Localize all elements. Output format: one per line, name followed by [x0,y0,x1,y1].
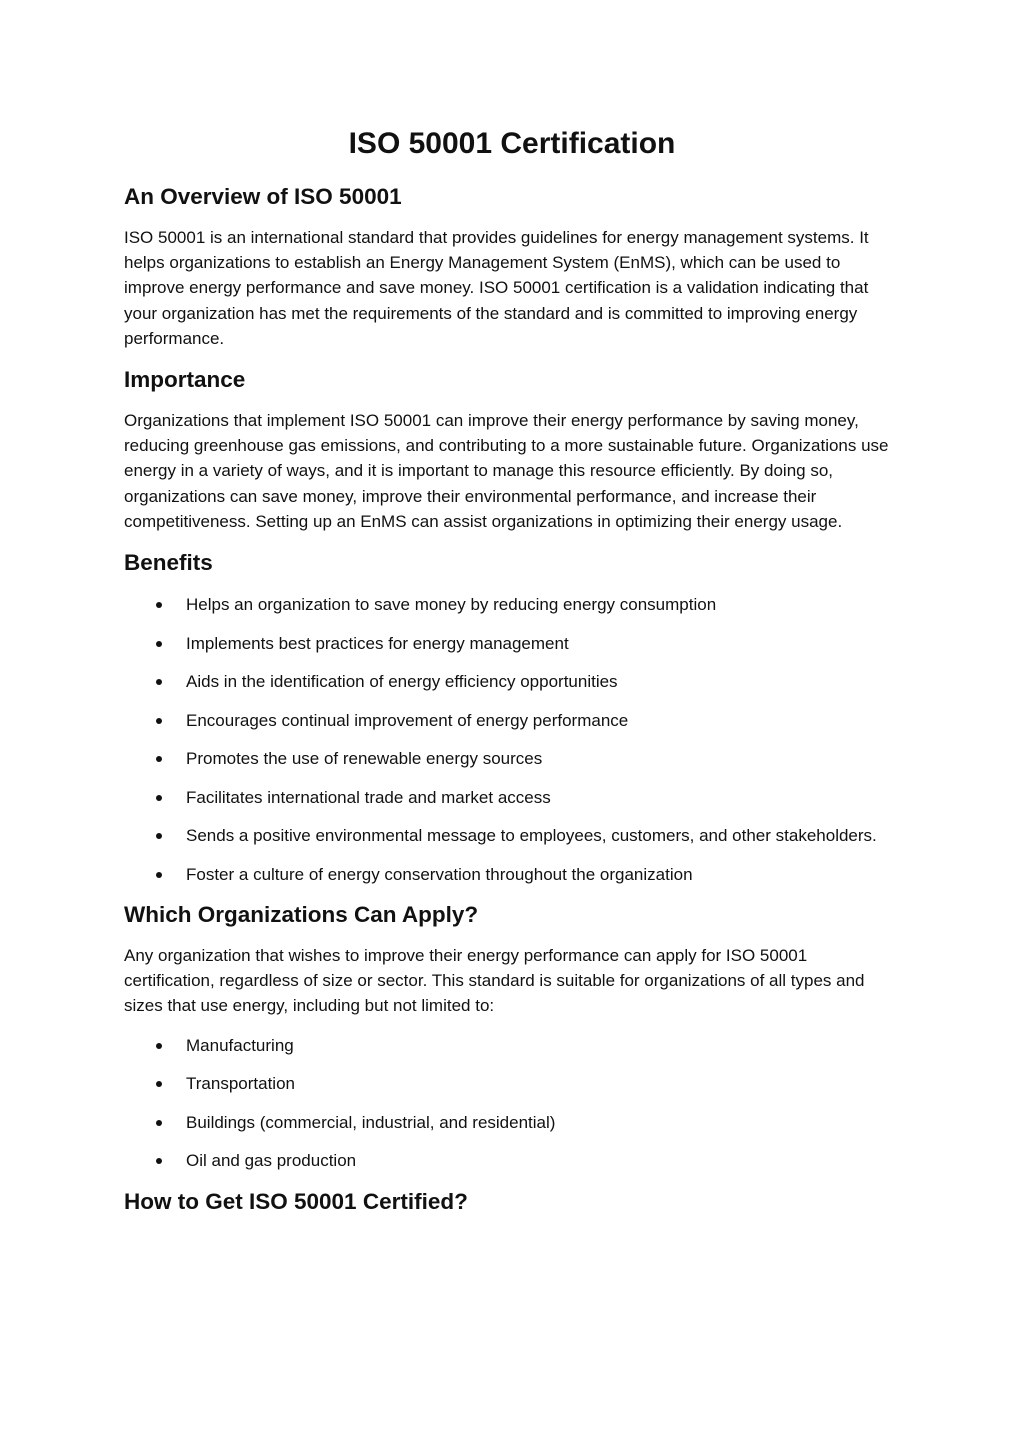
apply-paragraph: Any organization that wishes to improve their energy performance can apply for ISO 50001 certification, regardless of size or sector. This standard is suitable for organizations of all types and sizes that use energy, including but not limited to: [124,946,865,1016]
list-item [124,785,900,810]
list-item [124,823,900,848]
list-item [124,1033,900,1058]
bullet-icon [156,679,162,685]
list-item-text: Aids in the identification of energy efficiency opportunities [186,672,618,692]
bullet-icon [156,1120,162,1126]
bullet-icon [156,833,162,839]
overview-paragraph: ISO 50001 is an international standard that provides guidelines for energy management systems. It helps organizations to establish an Energy Management System (EnMS), which can be used to improve energy performance and save money. ISO 50001 certification is a validation indicating that your organization has met the requirements of the standard and is committed to improving energy performance. [124,228,869,348]
bullet-icon [156,1081,162,1087]
list-item [124,1148,900,1173]
list-item-text: Sends a positive environmental message to employees, customers, and other stakeholders. [186,826,877,846]
list-item-text: Implements best practices for energy management [186,633,569,653]
list-item-text: Helps an organization to save money by reducing energy consumption [186,595,717,615]
benefits-list [124,592,900,887]
list-item [124,746,900,771]
bullet-icon [156,1158,162,1164]
document-page [124,122,900,1217]
bullet-icon [156,641,162,647]
list-item-text: Oil and gas production [186,1151,357,1171]
list-item [124,669,900,694]
howto-heading: How to Get ISO 50001 Certified? [124,1188,468,1214]
benefits-heading: Benefits [124,550,213,576]
list-item-text: Facilitates international trade and market access [186,787,551,807]
importance-heading: Importance [124,367,246,393]
apply-heading: Which Organizations Can Apply? [124,902,479,928]
list-item-text: Foster a culture of energy conservation throughout the organization [186,864,693,884]
list-item-text: Promotes the use of renewable energy sources [186,749,543,769]
list-item [124,631,900,656]
overview-heading: An Overview of ISO 50001 [124,184,402,209]
sectors-list [124,1033,900,1174]
list-item [124,1110,900,1135]
bullet-icon [156,756,162,762]
importance-paragraph: Organizations that implement ISO 50001 can improve their energy performance by saving money, reducing greenhouse gas emissions, and contributing to a more sustainable future. Organizations use energy in a variety of ways, and it is important to manage this resource efficiently. By doing so, organizations can save money, improve their environmental performance, and increase their competitiveness. Setting up an EnMS can assist organizations in optimizing their energy usage. [124,411,889,531]
list-item [124,1071,900,1096]
list-item-text: Manufacturing [186,1035,294,1055]
list-item-text: Transportation [186,1074,295,1094]
bullet-icon [156,1043,162,1049]
bullet-icon [156,718,162,724]
bullet-icon [156,795,162,801]
list-item-text: Buildings (commercial, industrial, and residential) [186,1112,556,1132]
bullet-icon [156,602,162,608]
list-item [124,592,900,617]
list-item [124,708,900,733]
list-item-text: Encourages continual improvement of energy performance [186,710,629,730]
bullet-icon [156,872,162,878]
document-title: ISO 50001 Certification [348,127,676,160]
list-item [124,862,900,887]
